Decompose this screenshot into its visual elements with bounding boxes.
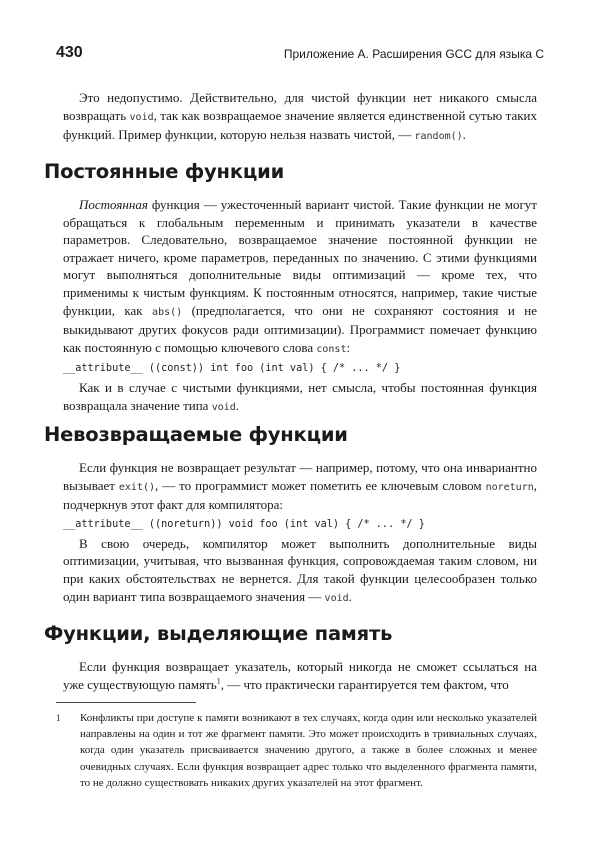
inline-code: random() (414, 131, 463, 143)
intro-block (63, 89, 537, 146)
inline-code: abs() (152, 306, 183, 318)
const-paragraph-1: Постоянная функция — ужесточенный вариант чистой. Такие функции не могут обращаться к глобальным переменным и принимать указатели в качестве параметров. Следовательно, возвращаемое значение постоянной функции не отражает ничего, кроме параметров, переданных по значению. С этими функциями могут выполняться дополнительные виды оптимизаций — кроме тех, что применимы к чистым функциям. К постоянным относятся, например, такие чистые функции, как abs() (предполагается, что они не сохраняют состояния и не выкидывают других фокусов ради оптимизации). Программист помечает функцию как постоянную с помощью ключевого слова const: (63, 197, 538, 355)
inline-code: exit() (118, 481, 156, 493)
inline-code: const (316, 343, 347, 355)
footnote-ref: 1 (216, 676, 221, 686)
code-sample-noreturn: __attribute__ ((noreturn)) void foo (int val) { /* ... */ } (63, 518, 425, 530)
inline-code: void (211, 401, 236, 413)
running-head: Приложение А. Расширения GCC для языка C (283, 47, 544, 61)
intro-paragraph: Это недопустимо. Действительно, для чистой функции нет никакого смысла возвращать void, так как возвращаемое значение является единственной сутью таких функций. Пример функции, которую нельзя назвать чистой, — random(). (63, 90, 537, 143)
inline-code: void (324, 592, 349, 604)
section-heading-noreturn: Невозвращаемые функции (44, 423, 348, 446)
section-heading-const: Постоянные функции (44, 160, 285, 183)
page-header (56, 44, 544, 66)
inline-code: void (129, 111, 154, 123)
inline-code: noreturn (485, 481, 534, 493)
noreturn-paragraph-1: Если функция не возвращает результат — например, потому, что она инвариантно вызывает exit(), — то программист может пометить ее ключевым словом noreturn, подчеркнув этот факт для компилятора: (63, 460, 537, 513)
footnote-mark: 1 (56, 713, 61, 723)
const-paragraph-2: Как и в случае с чистыми функциями, нет смысла, чтобы постоянная функция возвращала значение типа void. (63, 380, 537, 413)
malloc-section-body (63, 658, 537, 693)
footnote-text: Конфликты при доступе к памяти возникают в тех случаях, когда один или несколько указателей направлены на один и тот же фрагмент памяти. Это может происходить в тривиальных случаях, когда один указатель присваивается значению другого, а также в более сложных и менее очевидных случаях. Если функция возвращает адрес только что выделенного фрагмента памяти, то не должно существовать никаких других указателей на этот фрагмент. (80, 712, 537, 789)
const-section-body (63, 196, 537, 417)
page-number: 430 (56, 44, 83, 61)
code-sample-const: __attribute__ ((const)) int foo (int val) { /* ... */ } (63, 363, 401, 375)
noreturn-section-body (63, 459, 537, 607)
footnote (56, 710, 537, 791)
section-heading-malloc: Функции, выделяющие память (44, 622, 393, 645)
malloc-paragraph-1: Если функция возвращает указатель, который никогда не сможет ссылаться на уже существующую память$^1$, — что практически гарантируется тем фактом, что (63, 659, 537, 692)
noreturn-paragraph-2: В свою очередь, компилятор может выполнить дополнительные виды оптимизации, учитывая, что вызванная функция, сопровождаемая таким словом, ни при каких обстоятельствах не вернется. Для такой функции целесообразен только один вариант типа возвращаемого значения — void. (63, 535, 537, 604)
footnote-divider (56, 702, 196, 703)
emphasis-term: Постоянная (79, 197, 148, 212)
